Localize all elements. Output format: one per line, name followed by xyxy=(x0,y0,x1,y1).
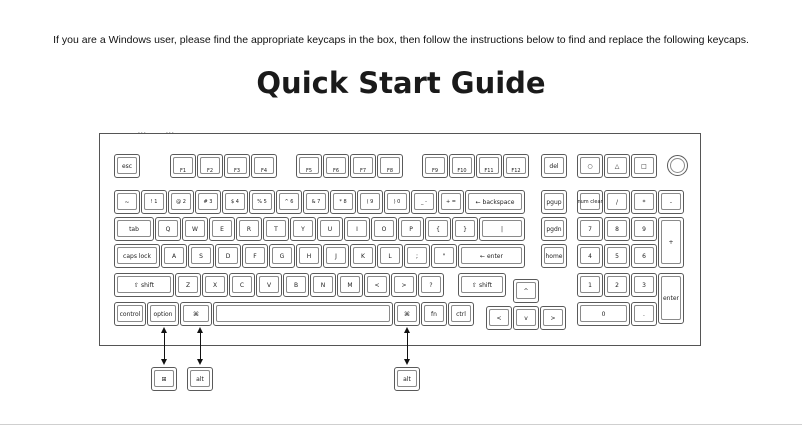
key-period: > xyxy=(391,273,417,297)
key-numclear: num clear xyxy=(577,190,603,214)
key-media-3: □ xyxy=(631,154,657,178)
keycap-alt-left: alt xyxy=(187,367,213,391)
key-i: I xyxy=(344,217,370,241)
key-f6: F6 xyxy=(323,154,349,178)
key-kp7: 7 xyxy=(577,217,603,241)
key-y: Y xyxy=(290,217,316,241)
key-kp3: 3 xyxy=(631,273,657,297)
key-0: ) 0 xyxy=(384,190,410,214)
top-dots-left: ··· xyxy=(138,130,147,137)
key-equal: + = xyxy=(438,190,464,214)
key-s: S xyxy=(188,244,214,268)
page-title: Quick Start Guide xyxy=(256,66,546,100)
key-v: V xyxy=(256,273,282,297)
key-f12: F12 xyxy=(503,154,529,178)
key-7: & 7 xyxy=(303,190,329,214)
key-kp9: 9 xyxy=(631,217,657,241)
key-control: control xyxy=(114,302,146,326)
key-d: D xyxy=(215,244,241,268)
key-kp-dot: . xyxy=(631,302,657,326)
key-1: ! 1 xyxy=(141,190,167,214)
keycap-alt-right: alt xyxy=(394,367,420,391)
key-rbracket: } xyxy=(452,217,478,241)
key-u: U xyxy=(317,217,343,241)
key-kp4: 4 xyxy=(577,244,603,268)
key-kp2: 2 xyxy=(604,273,630,297)
key-backslash: | xyxy=(479,217,525,241)
key-backspace: ← backspace xyxy=(465,190,525,214)
key-f11: F11 xyxy=(476,154,502,178)
key-kp0: 0 xyxy=(577,302,630,326)
key-f5: F5 xyxy=(296,154,322,178)
rotary-knob xyxy=(667,155,688,176)
key-f9: F9 xyxy=(422,154,448,178)
key-lshift: ⇧ shift xyxy=(114,273,174,297)
key-arrow-down: v xyxy=(513,306,539,330)
key-pgup: pgup xyxy=(541,190,567,214)
key-command-left: ⌘ xyxy=(180,302,212,326)
key-option: option xyxy=(147,302,179,326)
arrow-3 xyxy=(407,333,408,359)
key-f8: F8 xyxy=(377,154,403,178)
arrow-head-1-down xyxy=(161,359,167,365)
key-2: @ 2 xyxy=(168,190,194,214)
key-kp-plus: + xyxy=(658,217,684,268)
keycap-windows: ⊞ xyxy=(151,367,177,391)
key-h: H xyxy=(296,244,322,268)
key-t: T xyxy=(263,217,289,241)
key-c: C xyxy=(229,273,255,297)
key-g: G xyxy=(269,244,295,268)
key-z: Z xyxy=(175,273,201,297)
key-3: # 3 xyxy=(195,190,221,214)
key-quote: " xyxy=(431,244,457,268)
top-dots-right: ··· xyxy=(166,130,175,137)
key-kp-star: * xyxy=(631,190,657,214)
key-o: O xyxy=(371,217,397,241)
key-semicolon: ; xyxy=(404,244,430,268)
key-arrow-right: > xyxy=(540,306,566,330)
key-media-2: △ xyxy=(604,154,630,178)
key-q: Q xyxy=(155,217,181,241)
key-rshift: ⇧ shift xyxy=(458,273,506,297)
key-5: % 5 xyxy=(249,190,275,214)
key-k: K xyxy=(350,244,376,268)
keyboard-diagram xyxy=(99,130,701,346)
arrow-1 xyxy=(164,333,165,359)
key-arrow-up: ^ xyxy=(513,279,539,303)
key-f2: F2 xyxy=(197,154,223,178)
key-l: L xyxy=(377,244,403,268)
key-home: home xyxy=(541,244,567,268)
key-kp-enter: enter xyxy=(658,273,684,324)
key-comma: < xyxy=(364,273,390,297)
key-n: N xyxy=(310,273,336,297)
key-kp5: 5 xyxy=(604,244,630,268)
key-f10: F10 xyxy=(449,154,475,178)
key-space xyxy=(213,302,393,326)
key-f3: F3 xyxy=(224,154,250,178)
key-lbracket: { xyxy=(425,217,451,241)
key-kp-slash: / xyxy=(604,190,630,214)
key-f4: F4 xyxy=(251,154,277,178)
key-tab: tab xyxy=(114,217,154,241)
key-kp-minus: - xyxy=(658,190,684,214)
key-minus: _ - xyxy=(411,190,437,214)
key-4: $ 4 xyxy=(222,190,248,214)
key-grave: ~ xyxy=(114,190,140,214)
key-x: X xyxy=(202,273,228,297)
key-f1: F1 xyxy=(170,154,196,178)
key-del: del xyxy=(541,154,567,178)
key-media-1: ○ xyxy=(577,154,603,178)
key-esc: esc xyxy=(114,154,140,178)
key-capslock: caps lock xyxy=(114,244,160,268)
key-slash: ? xyxy=(418,273,444,297)
arrow-head-3-down xyxy=(404,359,410,365)
key-6: ^ 6 xyxy=(276,190,302,214)
instruction-text: If you are a Windows user, please find the appropriate keycaps in the box, then follow the instructions below to find and replace the following keycaps. xyxy=(53,34,749,46)
key-enter: ← enter xyxy=(458,244,525,268)
key-f7: F7 xyxy=(350,154,376,178)
key-f: F xyxy=(242,244,268,268)
key-a: A xyxy=(161,244,187,268)
bottom-divider xyxy=(0,424,802,425)
key-arrow-left: < xyxy=(486,306,512,330)
key-fn: fn xyxy=(421,302,447,326)
key-command-right: ⌘ xyxy=(394,302,420,326)
arrow-head-2-down xyxy=(197,359,203,365)
key-r: R xyxy=(236,217,262,241)
arrow-2 xyxy=(200,333,201,359)
key-kp6: 6 xyxy=(631,244,657,268)
key-kp1: 1 xyxy=(577,273,603,297)
key-pgdn: pgdn xyxy=(541,217,567,241)
key-ctrl-right: ctrl xyxy=(448,302,474,326)
key-b: B xyxy=(283,273,309,297)
key-9: ( 9 xyxy=(357,190,383,214)
key-kp8: 8 xyxy=(604,217,630,241)
key-p: P xyxy=(398,217,424,241)
key-w: W xyxy=(182,217,208,241)
key-m: M xyxy=(337,273,363,297)
key-j: J xyxy=(323,244,349,268)
key-8: * 8 xyxy=(330,190,356,214)
key-e: E xyxy=(209,217,235,241)
